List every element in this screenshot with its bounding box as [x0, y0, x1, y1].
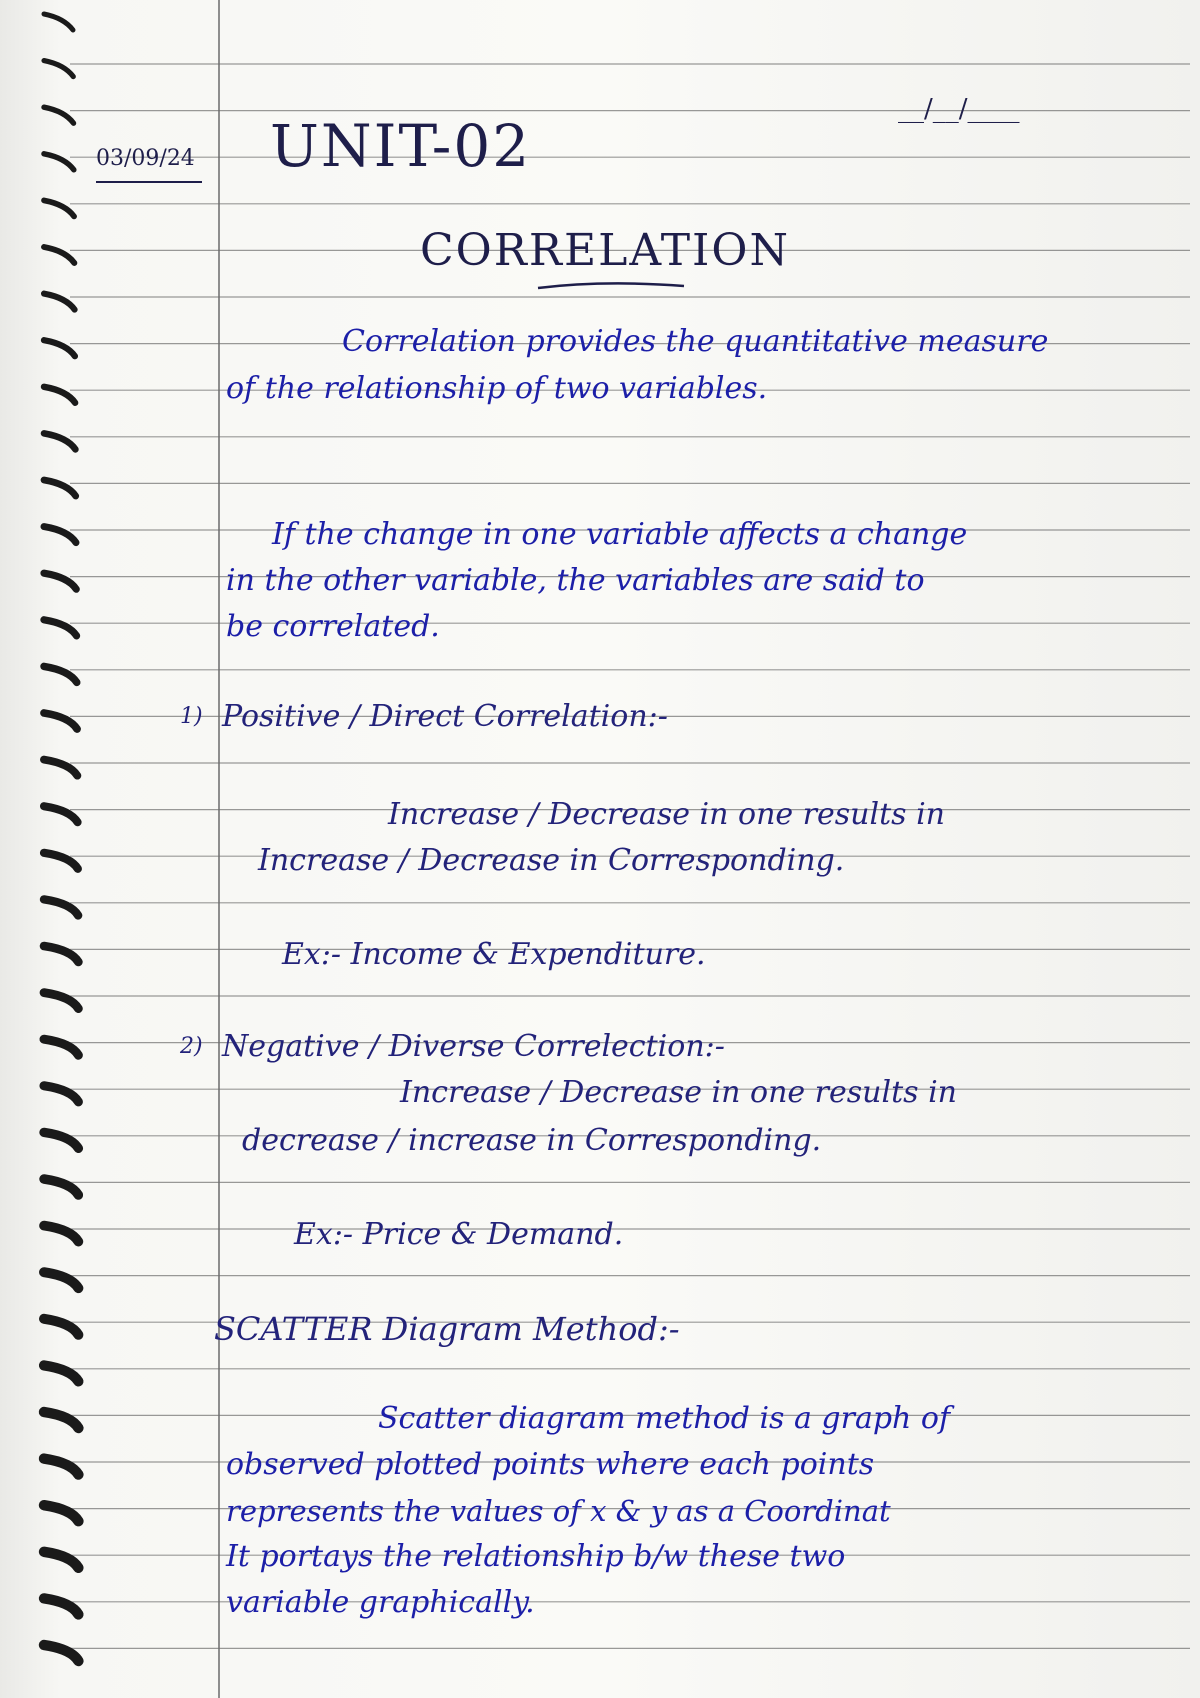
scatter-line1: Scatter diagram method is a graph of: [378, 1401, 951, 1436]
spiral-ring: [44, 1226, 78, 1242]
spiral-ring: [44, 1552, 78, 1568]
spiral-ring: [44, 1459, 78, 1475]
topic-underline: [534, 278, 694, 294]
spiral-ring: [44, 433, 75, 449]
type1-number: 1): [180, 704, 203, 729]
scatter-line2: observed plotted points where each points: [226, 1447, 875, 1482]
spiral-ring: [44, 1505, 78, 1521]
date-blank: __/__/____: [898, 94, 1020, 124]
spiral-ring: [44, 993, 78, 1009]
spiral-ring: [44, 247, 74, 263]
spiral-ring: [44, 1132, 78, 1148]
spiral-ring: [44, 480, 76, 496]
spiral-ring: [44, 760, 77, 776]
date-underline: [96, 178, 206, 188]
intro-para1-line1: Correlation provides the quantitative measure: [342, 324, 1049, 359]
spiral-ring: [44, 1086, 78, 1102]
spiral-binding: [0, 0, 90, 1698]
spiral-ring: [44, 620, 77, 636]
spiral-ring: [44, 1179, 78, 1195]
spiral-ring: [44, 1039, 78, 1055]
spiral-ring: [44, 154, 74, 170]
scatter-line5: variable graphically.: [226, 1585, 535, 1620]
intro-para1-line2: of the relationship of two variables.: [226, 371, 768, 406]
scatter-line3: represents the values of x & y as a Coordinat: [226, 1494, 891, 1528]
spiral-ring: [44, 713, 77, 729]
spiral-ring: [44, 899, 78, 915]
type2-heading: Negative / Diverse Correlection:-: [222, 1029, 725, 1064]
type1-line1: Increase / Decrease in one results in: [388, 797, 945, 832]
spiral-ring: [44, 14, 73, 30]
spiral-ring: [44, 573, 76, 589]
type1-example: Ex:- Income & Expenditure.: [282, 937, 706, 972]
intro-para2-line2: in the other variable, the variables are said to: [226, 563, 925, 598]
spiral-ring: [44, 946, 78, 962]
type1-heading: Positive / Direct Correlation:-: [222, 699, 668, 734]
scatter-line4: It portays the relationship b/w these two: [226, 1539, 846, 1574]
spiral-ring: [44, 1412, 78, 1428]
spiral-ring: [44, 200, 74, 216]
spiral-ring: [44, 340, 75, 356]
type2-line1: Increase / Decrease in one results in: [400, 1075, 957, 1110]
spiral-ring: [44, 1645, 78, 1661]
type2-number: 2): [180, 1034, 203, 1059]
spiral-ring: [44, 107, 74, 123]
spiral-ring: [44, 294, 75, 310]
spiral-ring: [44, 666, 77, 682]
unit-title: UNIT-02: [270, 112, 532, 180]
intro-para2-line1: If the change in one variable affects a change: [272, 517, 968, 552]
spiral-ring: [44, 806, 78, 822]
date-label: 03/09/24: [96, 146, 195, 171]
spiral-ring: [44, 1365, 78, 1381]
topic-title: CORRELATION: [420, 225, 791, 276]
type2-example: Ex:- Price & Demand.: [294, 1217, 624, 1252]
spiral-ring: [44, 527, 76, 543]
intro-para2-line3: be correlated.: [226, 609, 440, 644]
spiral-ring: [44, 1272, 78, 1288]
spiral-ring: [44, 1598, 78, 1614]
spiral-ring: [44, 61, 73, 77]
type1-line2: Increase / Decrease in Corresponding.: [258, 843, 845, 878]
type2-line2: decrease / increase in Corresponding.: [242, 1123, 822, 1158]
spiral-ring: [44, 387, 75, 403]
spiral-ring: [44, 853, 78, 869]
margin-line: [218, 0, 220, 1698]
spiral-ring: [44, 1319, 78, 1335]
scatter-heading: SCATTER Diagram Method:-: [214, 1310, 680, 1348]
